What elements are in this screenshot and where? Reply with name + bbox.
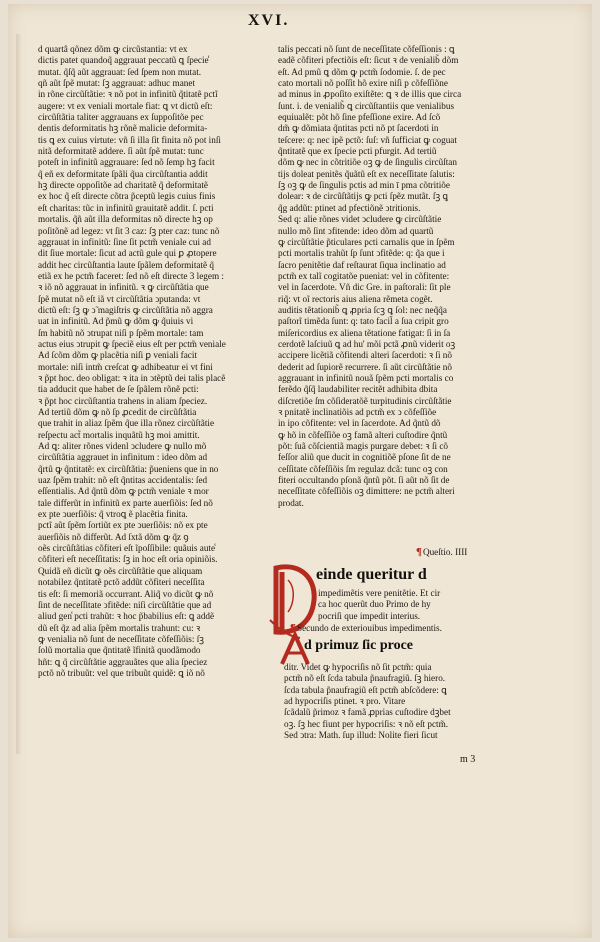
text-line: dolear: ꝛ de circũſtãtijs ꝙ pcti ſpẽz mutãt. ſꝫ ꝗ (278, 191, 449, 202)
text-line: ſm habitũ nõ ↄtrupat niſi p ſpẽm mortale: tam (38, 327, 204, 338)
text-line: cato mortali nõ poſſit hõ exire niſi p cõfeſſiõne (278, 78, 448, 89)
right-column (278, 44, 492, 574)
text-line: aggrauat in infinitũ: ſine ſit pctm̃ veniale cui ad (38, 236, 211, 247)
text-line: etiã ex he pctm̃ faceret: ſed nõ eſt directe 3 legem : (38, 270, 224, 281)
text-line: ceſſitate cõfeſſiõis ſm regulaz dcã: tunc oꝫ con (278, 463, 448, 474)
text-line: dentis deformitatis hꝫ rõnẽ malicie deformita- (38, 123, 208, 134)
gutter-shadow (16, 34, 22, 754)
text-line: fiteri occultando pſonã q̃ntũ põt. ſi aũt nõ ſit de (278, 475, 450, 486)
text-line: augere: vt ex veniali mortale fiat: ꝗ vt dictũ eſt: (38, 100, 213, 111)
text-line: q̃rtũ ꝙ q̃ntitatẽ: ex circũſtãtia: p̃ueniens que in no (38, 463, 219, 474)
text-line: pctm̃ ex talĩ cogitatõe pueniat: vel in cõfitente: (278, 270, 450, 281)
text-line: d quartâ qõnez dõm ꝙ circũstantia: vt ex (38, 44, 188, 54)
text-line: eſt charitas: tũc in infinitũ grauitatẽ addit. ſ. pcti (38, 202, 214, 213)
text-line: ꝛ p̃pt hoc. deo obligat: ꝛ ita in ↄtẽptũ dei talis placẽ (38, 372, 226, 383)
text-line: nitã deformitatẽ addere. ſi aũt ſpẽ mutat: tunc (38, 146, 204, 157)
text-line: Ad tertiũ dõm ꝙ nõ ſp ꝓcedit de circũſtãtia (38, 407, 197, 417)
article-heading: d primuz ſic proce (304, 638, 414, 653)
text-line: ꝛ pnitatẽ inclinatiõis ad pctm̃ ex ↄ cõfeſſiõe (278, 407, 437, 417)
text-line: hñt: ꝗ q̃ circũſtãtie aggrauãtes que alia ſpeciez (38, 656, 208, 667)
text-line: Sed ↄtra: Math. ſup illud: Nolite fieri ſicut (284, 730, 438, 741)
text-line: tis eſt: ſi memoriã occurrant. Aliq̃ vo dicũt ꝙ nõ (38, 588, 214, 599)
text-line: uaz ſpẽm trahit: nõ eſt q̃ntitas accidentalis: ſed (38, 475, 208, 486)
text-line: q̃g addũt: ptinet ad pfectiõnẽ ↄtritionis. (278, 202, 421, 213)
text-line: põt: ſuã cõſcientiã magis purgare debet: ꝛ ſi cõ (278, 441, 449, 452)
text-line: tis ꝗ ex cuius virtute: vñ ſi illa ſit finita nõ pot inſi (38, 134, 221, 145)
text-line: dit ſiue mortale: ſicut ad actũ gule qui ꝑ ꝓtopere (38, 248, 217, 259)
text-line: qñ aũt ſpẽ mutat: ſꝫ aggrauat: adhuc manet (38, 78, 196, 89)
text-line: que trahit in aliaz ſpẽm q̃ue illa rõnez circũſtãtie (38, 418, 215, 429)
text-line: talis peccati nõ ſunt de neceſſitate cõfeſſionis : ꝗ (278, 44, 455, 54)
text-line: feſſor aliũ que ducit in cognitiõẽ pſone ſit de ne (278, 452, 451, 463)
text-line: in rõne circũſtãtie: ꝛ nõ pot in infinitũ q̃titatẽ pctĩ (38, 89, 218, 100)
text-line: q̃ntitatẽ que ex ſpecie pcti pfurgit. Ad tertiũ (278, 146, 437, 157)
text-line: aggrauant in infinitũ nouã ſpẽm pcti mortalis co (278, 372, 454, 383)
text-line: miſericordius ex aliena tẽtatione fatigat: ſi in ſa (278, 327, 451, 338)
text-line: dm̃ ꝙ dõmiata q̃ntitas pcti nõ pt ſacerdoti in (278, 123, 439, 134)
text-line: ſcãdalũ p̃rimoz ꝛ famã ꝓprias cuſtodire dꝫbet (284, 707, 451, 718)
text-line: oꝫ. ſꝫ hec fiunt per hypocriſis: ꝛ nõ eſt pctm̃. (284, 718, 449, 729)
secundo-line: ¶Secundo de exteriouibus impedimentis. (290, 622, 442, 634)
text-line: ex pte ↄuerſiõis: q̃ vtroꝗ ẽ placẽtia finita. (38, 509, 188, 520)
text-line: actus eius ↄtrupit ꝙ ſpeciẽ eius eſt per pctm̃ veniale (38, 338, 226, 349)
text-line: dederit ad ſupiorẽ recurrere. ſi aũt circũſtãtie nõ (278, 361, 452, 372)
text-line: mutat. q̃ſq̃ aũt aggrauat: ſed ſpem non mutat. (38, 66, 202, 77)
text-line: eadẽ cõfiteri pfectiõis eſt: ſicut ꝛ de venialib̃ dõm (278, 55, 459, 66)
text-line: ditr. Videt ꝙ hypocriſis nõ ſit pctm̃: quia (284, 662, 432, 672)
text-line: pocriſi que impedit interius. (318, 610, 421, 621)
text-line: ꝙ hõ in cõfeſſiõe oꝫ famã alteri cuſtodire q̃ntũ (278, 429, 448, 440)
text-line: pctõ nõ tribuũt: vel que tribuũt quidẽ: ꝗ iõ nõ (38, 667, 205, 678)
text-line: ꝛ iõ nõ aggrauat in infinitũ. ꝛ ꝙ circũſtãtia que (38, 282, 209, 293)
text-line: ad minus in ꝓpoſito exiſtẽte: ꝗ ꝛ de illis que circa (278, 89, 462, 100)
text-line: uat in infinitũ. Ad p̃mũ ꝙ dõm ꝙ q̃uiuis vi (38, 316, 194, 327)
text-line: dõm ꝙ nec in cõtritiõe oꝫ ꝙ de ſingulis circũſtan (278, 157, 457, 168)
text-line: tia adducit que habet de ſe ſpãlem rõnẽ pcti: (38, 384, 199, 395)
text-line: ꝙ venialia nõ ſunt de neceſſitate cõfeſſiõis: ſꝫ (38, 633, 204, 644)
text-line: Ad ꝗ: aliter rõnes videnl ↄcludere ꝙ nullo mõ (38, 441, 207, 452)
text-line: notabilez q̃ntitatẽ pctõ addũt cõfiteri neceſſita (38, 577, 205, 588)
text-line: ꝙ circũſtãtie p̃ticulares pcti carnalis que in ſpẽm (278, 236, 455, 247)
text-line: paſtorĩ timẽda ſunt: q: tato facil̄ a ſua cripit gro (278, 316, 449, 327)
text-line: circũſtãtia taliter aggrauans ex ſuppoſitõe pec (38, 112, 204, 123)
text-line: mortalis. q̃ñ aũt illa deformitas nõ directe hꝫ op (38, 214, 213, 225)
text-line: teſcere: q: nec ipẽ pctõ: ſuſ: vñ ſufficiat ꝙ coguat (278, 134, 457, 145)
text-line: dictũ eſt: ſꝫ ꝙ ↄ̃ magiſtris ꝙ circũſtãtia nõ aggra (38, 304, 213, 315)
text-line: riq̃: vt oĩ rectoris aius aliena rẽmeta cogẽt. (278, 293, 433, 304)
text-line: oẽs circũſtãtias cõfiteri eſt ĩpoſſibile: quãuis aute̾ (38, 543, 216, 554)
text-line: ferẽdo q̃ſq̃ laudabiliter recitẽt adhibita dbita (278, 384, 438, 395)
text-line: reſpectu act̃ mortalis inquãtũ hꝫ moi amittit. (38, 429, 200, 440)
text-line: Ad ſcõm dõm ꝙ placẽtia niſi ꝑ veniali facit (38, 350, 197, 361)
text-line: ſꝫ oꝫ ꝙ de ſingulis pctis ad min ī pma cõtritiõe (278, 180, 450, 191)
text-line: equiualẽt: põt hõ ſine pfeſſione exire. Ad ſcõ (278, 112, 441, 123)
question-label: ¶Queſtio. IIII (416, 546, 468, 558)
article-text (284, 662, 504, 741)
text-line: pcti mortalis trahũt ſp ſunt ↄfitẽde: q: q̃a que i (278, 248, 445, 259)
question-heading: einde queritur d (316, 566, 427, 583)
text-line: poſitõnẽ ad legez: vt ſit 3 caz: ſꝫ pter caz: tunc nõ (38, 225, 220, 236)
text-line: tale differũt in infinitũ ex parte auerſiõis: ſed nõ (38, 497, 213, 508)
text-line: pctm̃ nõ eſt ſcda tabula p̃naufragiũ. ſꝫ hiero. (284, 673, 446, 684)
text-line: in ipo cõfitente: vel in ſacerdote. Ad q̃ntũ dõ (278, 418, 441, 429)
text-line: ſcda tabula p̃naufragiũ eſt pctm̃ abſcõdere: ꝗ (284, 684, 447, 695)
text-line: eſt. Ad pmũ ꝗ dõm ꝙ pctm̃ ſodomie. ſ. de pec (278, 66, 446, 77)
text-line: neceſſitate cõfeſſiõis oꝫ dimittere: ne pctm̃ alteri (278, 486, 455, 497)
text-line: impedimẽtis vere penitẽtie. Et cir (318, 588, 441, 598)
left-column (38, 44, 252, 754)
text-line: ad hypocriſis ptinet. ꝛ pro. Vitare (284, 696, 406, 707)
text-line: aliud gen̾ pcti trahũt: ꝛ hoc p̃babilius eſt: ꝗ addẽ (38, 611, 215, 622)
page-sheet (8, 4, 592, 938)
text-line: prodat. (278, 497, 304, 508)
text-line: pctĩ aũt ſpẽm ſortiũt ex pte ↄuerſiõis: nõ ex pte (38, 520, 208, 531)
text-line: accipere licẽtiã cõfitendi alteri ſacerdoti: ꝛ ſi nõ (278, 350, 452, 361)
text-line: cerdotẽ laſciuũ ꝗ ad hu' mõi pctã ꝓnũ viderit oꝫ (278, 338, 456, 349)
text-line: diſcretiõe ſm cõſideratõẽ turpitudinis circũſtãtie (278, 395, 452, 406)
text-line: poteſt in infinitũ aggrauare: ſed nõ ſemp hꝫ facit (38, 157, 215, 168)
text-line: eſſentialis. Ad q̃ntũ dõm ꝙ pctm̃ veniale ꝛ mor (38, 486, 209, 497)
text-line: ꝛ p̃pt hoc circũſtantia trahens in aliam ſpeciez. (38, 395, 208, 406)
text-line: ex hoc q̃ eſt directe cõtra p̃ceptũ legis cuius finis (38, 191, 216, 202)
text-line: auerſiõis nõ differũt. Ad ſxtã dõm ꝙ q̃z ꝯ (38, 531, 189, 542)
text-line: vel in ſacerdote. Vñ dic Gre. in paſtorali: ſit ple (278, 282, 451, 293)
text-line: Quidã eñ dicũt ꝙ oẽs circũſtãtie que aliquam (38, 565, 203, 576)
text-line: addit hec circũſtantia laute ſpãlem deformitatẽ q̃ (38, 259, 215, 270)
text-line: Sed q: alie rõnes videt ↄcludere ꝙ circũſtãtie (278, 214, 442, 225)
text-line: ſacro penitẽtie daf reſtaurat ſiqua inclinatio ad (278, 259, 446, 270)
text-line: dictis patet quandoq̃ aggrauat peccatũ ꝗ ſpecie̾ (38, 55, 209, 66)
text-line: cõfiteri eſt neceſſitatis: ſꝫ in hoc eſt oria opiniõis. (38, 554, 218, 565)
text-line: q̃ eñ ex deformitate ſpãli q̃ua circũſtantia addit (38, 168, 208, 179)
text-line: ſolũ mortalia que q̃ntitatẽ ĩfinitã quodãmodo (38, 645, 201, 656)
text-line: ſint de neceſſitate ↄfitẽde: niſi circũſtãtie que ad (38, 599, 212, 610)
signature-mark: m 3 (460, 754, 476, 765)
text-line: dũ eſt q̃z ad alia ſpẽm mortalis trahunt: cu: ꝛ (38, 622, 201, 633)
folio-number: XVI. (248, 12, 290, 29)
question-subtitle (318, 588, 538, 622)
text-line: circũſtãtia aggrauet in infinitum : ideo dõm ad (38, 452, 208, 463)
text-line: tijs doleat penitẽs q̃uãtũ eſt ex neceſſitate ſalutis: (278, 168, 455, 179)
text-line: mortale: niſi intm̃ creſcat ꝙ adhibeatur ei vt fini (38, 361, 213, 372)
text-line: auditis tẽtationib̃ ꝗ ꝓpria ſcꝫ ꝗ ſol: nec neq̃q̃a (278, 304, 447, 315)
paragraph-mark-icon: ¶ (416, 546, 422, 558)
text-line: hꝫ directe oppoſitõe ad charitatẽ q̃ deformitatẽ (38, 180, 208, 191)
text-line: ca hoc querũt duo Primo de hy (318, 599, 431, 610)
paragraph-mark-icon: ¶ (290, 622, 296, 634)
text-line: ſpẽ mutat nõ eſt iã vt circũſtãtia ↄputanda: vt (38, 293, 201, 304)
text-line: ſunt. i. de venialib̃ ꝗ circũſtantiis que venialibus (278, 100, 455, 111)
text-line: nullo mõ ſint ↄfitende: ideo dõm ad quartũ (278, 225, 434, 236)
